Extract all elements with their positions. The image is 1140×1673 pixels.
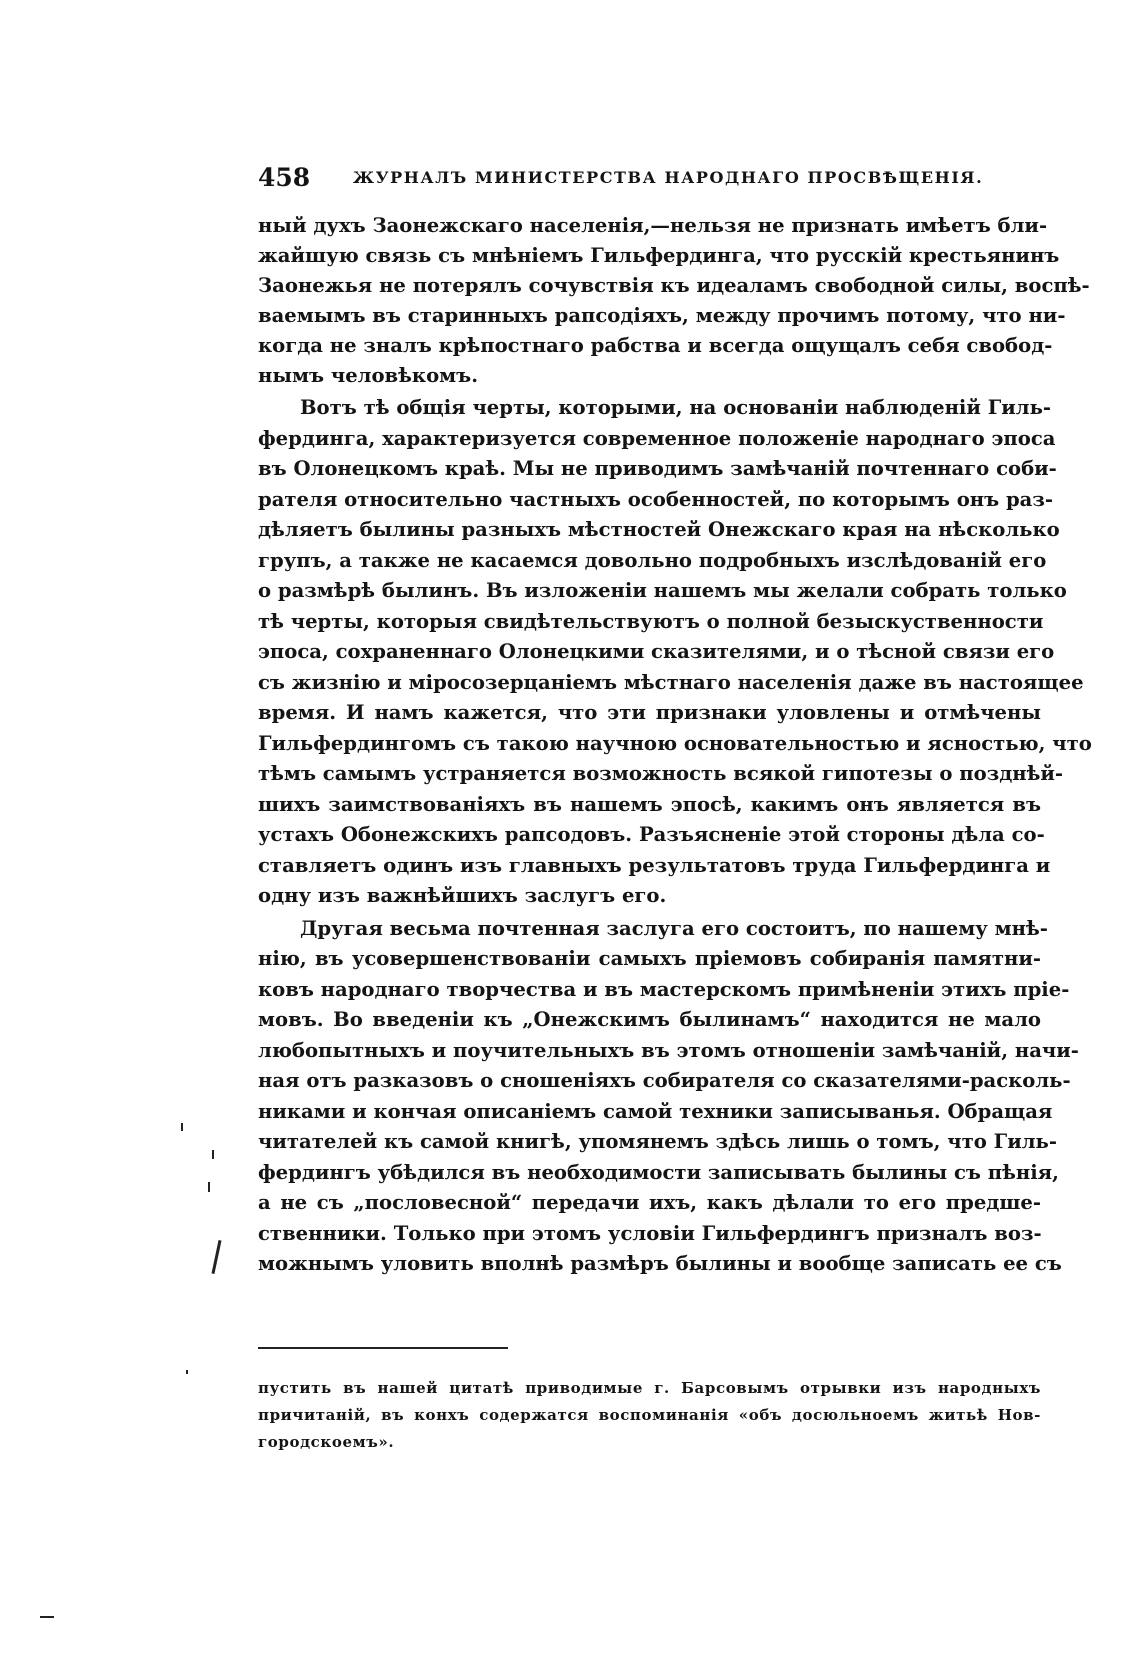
text-line: рателя относительно частныхъ особенностей, по которымъ онъ раз- — [258, 488, 1054, 511]
margin-mark — [186, 1370, 188, 1374]
text-line: Гильфердингомъ съ такою научною основательностью и ясностью, что — [258, 732, 1092, 755]
text-line: ваемымъ въ старинныхъ рапсодіяхъ, между прочимъ потому, что ни- — [258, 304, 1066, 327]
text-line: дѣляетъ былины разныхъ мѣстностей Онежскаго края на нѣсколько — [258, 518, 1060, 541]
page-header — [258, 163, 1048, 199]
text-line: никами и кончая описаніемъ самой техники записыванья. Обращая — [258, 1100, 1053, 1123]
margin-pencil-mark — [211, 1240, 221, 1274]
text-line: шихъ заимствованіяхъ въ нашемъ эпосѣ, какимъ онъ является въ — [258, 793, 1041, 816]
footnote-line: пустить въ нашей цитатѣ приводимые г. Барсовымъ отрывки изъ народныхъ — [258, 1379, 1041, 1397]
page-number: 458 — [258, 163, 311, 192]
text-line: читателей къ самой книгѣ, упомянемъ здѣсь лишь о томъ, что Гиль- — [258, 1130, 1057, 1153]
text-line: Заонежья не потерялъ сочувствія къ идеаламъ свободной силы, воспѣ- — [258, 274, 1090, 297]
margin-mark — [212, 1150, 214, 1159]
footnote-line: городскоемъ». — [258, 1433, 395, 1451]
text-line: групъ, а также не касаемся довольно подробныхъ изслѣдованій его — [258, 549, 1047, 572]
text-line: ставляетъ одинъ изъ главныхъ результатовъ труда Гильфердинга и — [258, 854, 1051, 877]
text-line: одну изъ важнѣйшихъ заслугъ его. — [258, 884, 667, 907]
text-line: жайшую связь съ мнѣніемъ Гильфердинга, что русскій крестьянинъ — [258, 244, 1060, 267]
margin-mark — [208, 1182, 210, 1192]
text-line: ковъ народнаго творчества и въ мастерскомъ примѣненіи этихъ пріе- — [258, 978, 1070, 1001]
text-line: когда не зналъ крѣпостнаго рабства и всегда ощущалъ себя свобод- — [258, 334, 1053, 357]
footnote-line: причитаній, въ конхъ содержатся воспоминанія «объ досюльноемъ житьѣ Нов- — [258, 1406, 1041, 1424]
margin-mark — [181, 1123, 183, 1131]
running-title: ЖУРНАЛЪ МИНИСТЕРСТВА НАРОДНАГО ПРОСВѢЩЕНІЯ. — [353, 168, 984, 187]
text-line: фердинга, характеризуется современное положеніе народнаго эпоса — [258, 427, 1056, 450]
text-line: ный духъ Заонежскаго населенія,—нельзя не признать имѣетъ бли- — [258, 214, 1048, 237]
text-line: тѣмъ самымъ устраняется возможность всякой гипотезы о позднѣй- — [258, 762, 1064, 785]
text-line: нымъ человѣкомъ. — [258, 364, 479, 387]
text-line: ная отъ разказовъ о сношеніяхъ собирателя со сказателями-расколь- — [258, 1069, 1071, 1092]
text-line: о размѣрѣ былинъ. Въ изложеніи нашемъ мы желали собрать только — [258, 579, 1067, 602]
footnote-rule — [258, 1347, 508, 1349]
text-line: съ жизнію и міросозерцаніемъ мѣстнаго населенія даже въ настоящее — [258, 671, 1084, 694]
paragraph-first-line: Вотъ тѣ общія черты, которыми, на основаніи наблюденій Гиль- — [300, 396, 1052, 419]
text-line: ственники. Только при этомъ условіи Гильфердингъ призналъ воз- — [258, 1222, 1042, 1245]
text-line: эпоса, сохраненнаго Олонецкими сказителями, и о тѣсной связи его — [258, 640, 1055, 663]
text-line: нію, въ усовершенствованіи самыхъ пріемовъ собиранія памятни- — [258, 947, 1041, 970]
text-line: тѣ черты, которыя свидѣтельствуютъ о полной безыскуственности — [258, 610, 1044, 633]
text-line: а не съ „пословесной“ передачи ихъ, какъ дѣлали то его предше- — [258, 1191, 1041, 1214]
text-line: въ Олонецкомъ краѣ. Мы не приводимъ замѣчаній почтеннаго соби- — [258, 457, 1057, 480]
text-line: любопытныхъ и поучительныхъ въ этомъ отношеніи замѣчаній, начи- — [258, 1039, 1079, 1062]
text-line: мовъ. Во введеніи къ „Онежскимъ былинамъ“ находится не мало — [258, 1008, 1041, 1031]
text-line: можнымъ уловить вполнѣ размѣръ былины и вообще записать ее съ — [258, 1252, 1062, 1275]
text-line: устахъ Обонежскихъ рапсодовъ. Разъясненіе этой стороны дѣла со- — [258, 823, 1045, 846]
margin-mark — [40, 1616, 54, 1618]
text-line: время. И намъ кажется, что эти признаки уловлены и отмѣчены — [258, 701, 1041, 724]
text-line: фердингъ убѣдился въ необходимости записывать былины съ пѣнія, — [258, 1161, 1059, 1184]
paragraph-first-line: Другая весьма почтенная заслуга его состоитъ, по нашему мнѣ- — [300, 917, 1048, 940]
